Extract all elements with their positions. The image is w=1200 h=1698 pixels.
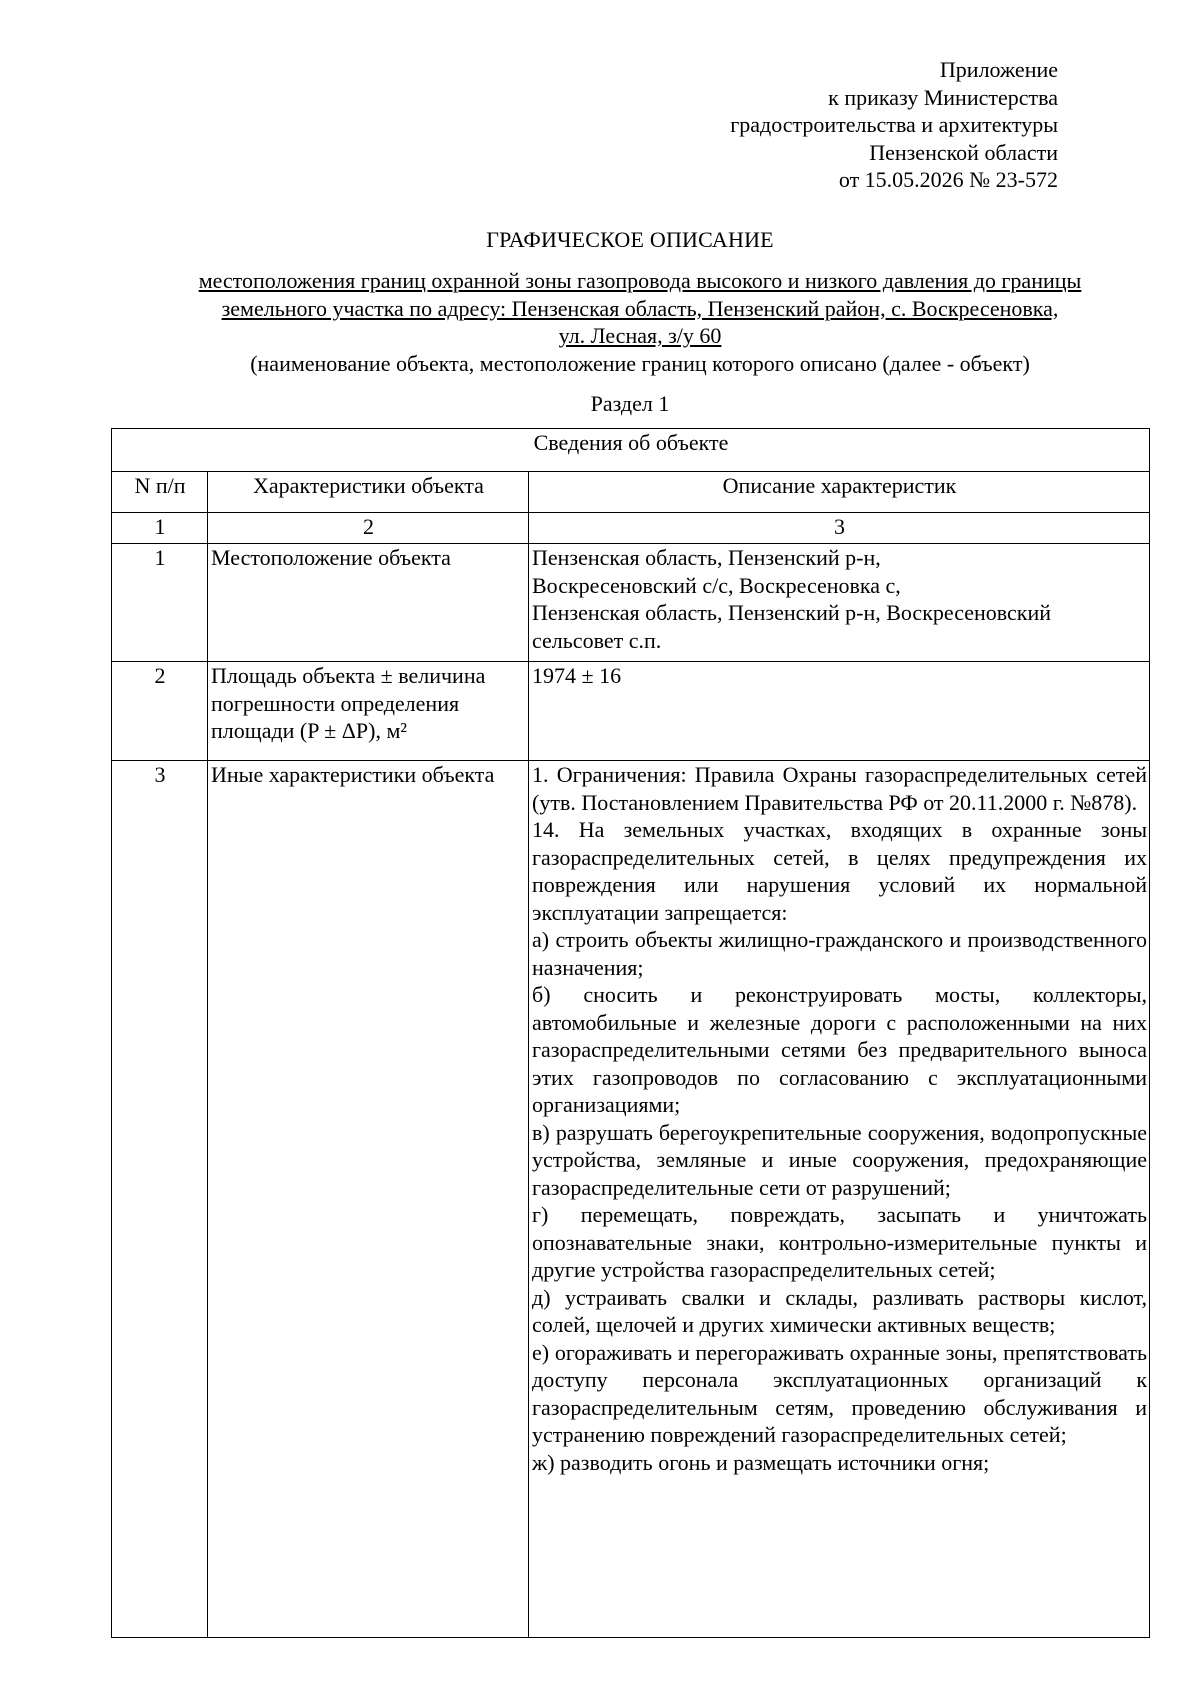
object-info-table [111, 428, 1150, 1638]
description-line: Пензенская область, Пензенский р-н, Воскресеновский [532, 600, 1052, 625]
appendix-block [730, 56, 1058, 194]
characteristic-line: погрешности определения [211, 690, 460, 716]
header-description: Описание характеристик [529, 472, 1150, 513]
table-caption: Сведения об объекте [112, 429, 1150, 472]
table-row [112, 544, 1150, 662]
subject-line: местоположения границ охранной зоны газопровода высокого и низкого давления до границы [198, 268, 1082, 293]
description-paragraph: б) сносить и реконструировать мосты, коллекторы, автомобильные и железные дороги с расположенными на них газораспределительными сетями без предварительного выноса этих газопроводов по согласованию с эксплуатационными организациями; [532, 982, 1148, 1117]
column-number: 1 [112, 513, 208, 544]
row-number: 2 [112, 662, 208, 761]
description-line: Воскресеновский с/с, Воскресеновка с, [532, 572, 901, 598]
description-paragraph: г) перемещать, повреждать, засыпать и уничтожать опознавательные знаки, контрольно-измерительные пункты и другие устройства газораспределительных сетей; [532, 1202, 1148, 1282]
description-line: сельсовет с.п. [532, 627, 662, 653]
column-number: 2 [208, 513, 529, 544]
subject-line: ул. Лесная, з/у 60 [558, 323, 722, 348]
description-paragraph: ж) разводить огонь и размещать источники огня; [532, 1449, 990, 1475]
characteristic-line: площади (P ± ΔP), м² [211, 718, 407, 743]
description-paragraph: 1. Ограничения: Правила Охраны газораспределительных сетей (утв. Постановлением Правительства РФ от 20.11.2000 г. №878). [532, 762, 1148, 815]
description-paragraph: д) устраивать свалки и склады, разливать растворы кислот, солей, щелочей и других химически активных веществ; [532, 1284, 1148, 1337]
description-paragraph: 14. На земельных участках, входящих в охранные зоны газораспределительных сетей, в целях предупреждения их повреждения или нарушения условий их нормальной эксплуатации запрещается: [532, 817, 1148, 925]
appendix-line: к приказу Министерства [828, 84, 1058, 110]
row-description: 1974 ± 16 [529, 662, 1150, 761]
appendix-line: градостроительства и архитектуры [730, 112, 1058, 137]
appendix-date-number: от 15.05.2026 № 23-572 [838, 167, 1058, 192]
header-number: N п/п [112, 472, 208, 513]
column-number: 3 [529, 513, 1150, 544]
row-description [529, 544, 1150, 662]
header-characteristic: Характеристики объекта [208, 472, 529, 513]
description-paragraph: а) строить объекты жилищно-гражданского и производственного назначения; [532, 927, 1148, 980]
table-caption-row [112, 429, 1150, 472]
table-row [112, 662, 1150, 761]
description-line: Пензенская область, Пензенский р-н, [532, 545, 881, 570]
row-characteristic: Местоположение объекта [208, 544, 529, 662]
row-description [529, 761, 1150, 1638]
description-paragraph: е) огораживать и перегораживать охранные зоны, препятствовать доступу персонала эксплуатационных организаций к газораспределительным сетям, проведению обслуживания и устранению повреждений газораспределительных сетей; [532, 1339, 1148, 1447]
row-characteristic [208, 662, 529, 761]
subject-caption: (наименование объекта, местоположение границ которого описано (далее - объект) [250, 350, 1030, 376]
appendix-line: Пензенской области [869, 139, 1058, 165]
description-paragraph: в) разрушать берегоукрепительные сооружения, водопропускные устройства, земляные и иные сооружения, предохраняющие газораспределительные сети от разрушений; [532, 1119, 1148, 1200]
document-title: ГРАФИЧЕСКОЕ ОПИСАНИЕ [486, 227, 774, 252]
section-heading: Раздел 1 [590, 391, 670, 416]
row-number: 1 [112, 544, 208, 662]
table-row [112, 761, 1150, 1638]
row-number: 3 [112, 761, 208, 1638]
row-characteristic: Иные характеристики объекта [208, 761, 529, 1638]
appendix-line: Приложение [939, 57, 1058, 82]
characteristic-line: Площадь объекта ± величина [211, 663, 486, 688]
subject-line: земельного участка по адресу: Пензенская область, Пензенский район, с. Воскресеновка, [221, 295, 1059, 321]
column-number-row [112, 513, 1150, 544]
subject-block [120, 267, 1160, 377]
table-header-row [112, 472, 1150, 513]
